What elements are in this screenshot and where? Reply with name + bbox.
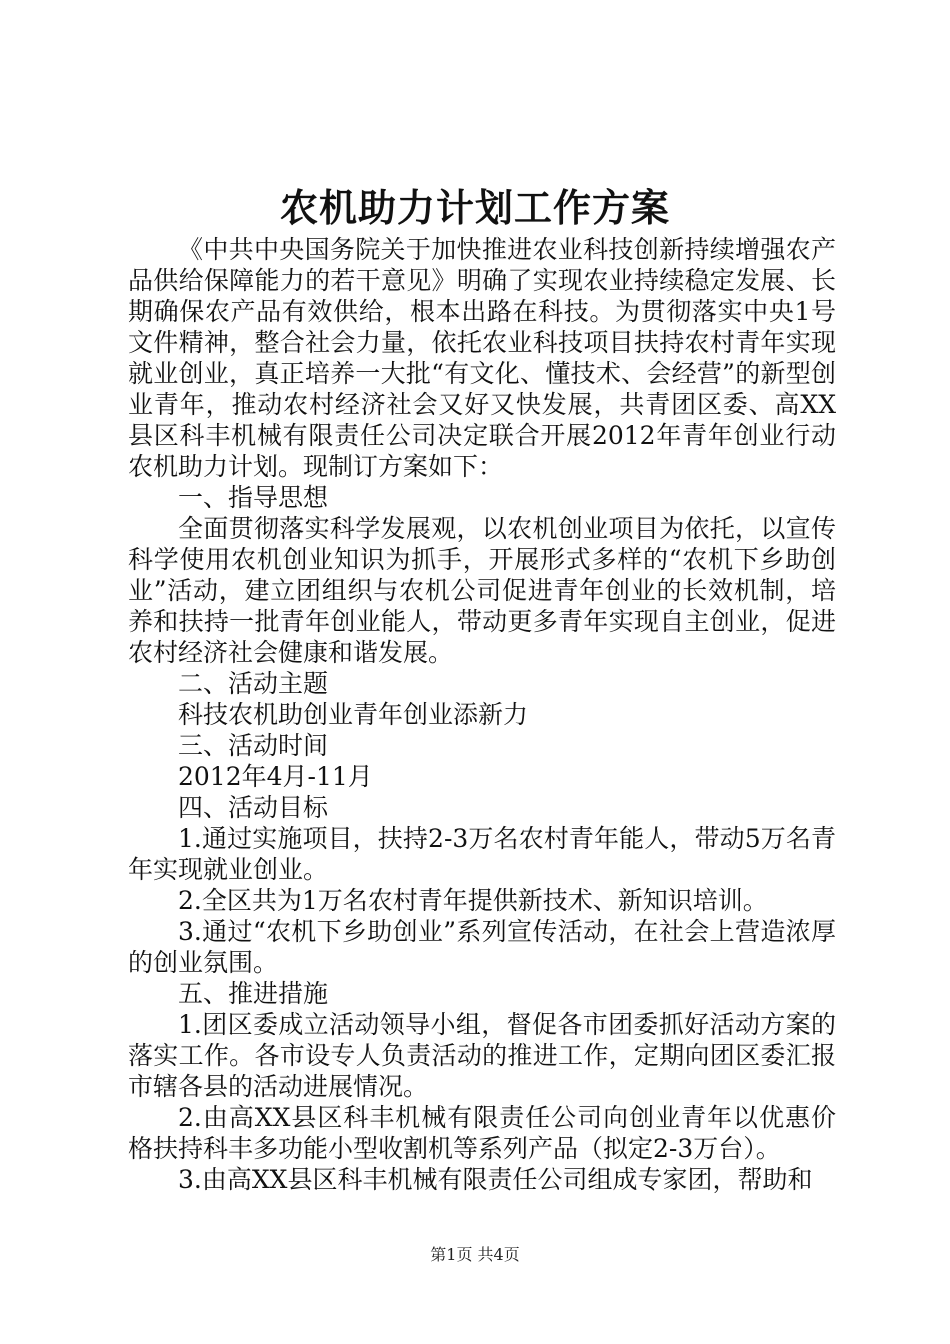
activity-theme-paragraph: 科技农机助创业青年创业添新力 <box>178 700 529 729</box>
goal-item-2: 2.全区共为1万名农村青年提供新技术、新知识培训。 <box>178 886 768 915</box>
section-heading-activity-time: 三、活动时间 <box>178 731 329 760</box>
section-heading-measures: 五、推进措施 <box>178 979 329 1008</box>
measure-item-2: 2.由高XX县区科丰机械有限责任公司向创业青年以优惠价格扶持科丰多功能小型收割机等系列产品（拟定2-3万台）。 <box>128 1103 836 1163</box>
section-heading-guiding-ideology: 一、指导思想 <box>178 483 329 512</box>
intro-paragraph: 《中共中央国务院关于加快推进农业科技创新持续增强农产品供给保障能力的若干意见》明确了实现农业持续稳定发展、长期确保农产品有效供给，根本出路在科技。为贯彻落实中央1号文件精神，整合社会力量，依托农业科技项目扶持农村青年实现就业创业，真正培养一大批“有文化、懂技术、会经营”的新型创业青年，推动农村经济社会又好又快发展，共青团区委、高XX县区科丰机械有限责任公司决定联合开展2012年青年创业行动农机助力计划。现制订方案如下： <box>128 235 836 481</box>
guiding-ideology-paragraph: 全面贯彻落实科学发展观，以农机创业项目为依托，以宣传科学使用农机创业知识为抓手，开展形式多样的“农机下乡助创业”活动，建立团组织与农机公司促进青年创业的长效机制，培养和扶持一批青年创业能人，带动更多青年实现自主创业，促进农村经济社会健康和谐发展。 <box>128 514 836 667</box>
measure-item-3: 3.由高XX县区科丰机械有限责任公司组成专家团，帮助和 <box>178 1165 813 1194</box>
goal-item-1: 1.通过实施项目，扶持2-3万名农村青年能人，带动5万名青年实现就业创业。 <box>128 824 836 884</box>
goal-item-3: 3.通过“农机下乡助创业”系列宣传活动，在社会上营造浓厚的创业氛围。 <box>128 917 836 977</box>
section-heading-activity-theme: 二、活动主题 <box>178 669 329 698</box>
activity-time-paragraph: 2012年4月-11月 <box>178 762 373 791</box>
document-body <box>128 234 836 1195</box>
measure-item-1: 1.团区委成立活动领导小组，督促各市团委抓好活动方案的落实工作。各市设专人负责活动的推进工作，定期向团区委汇报市辖各县的活动进展情况。 <box>128 1010 836 1101</box>
page-footer: 第1页 共4页 <box>430 1245 520 1264</box>
section-heading-activity-goals: 四、活动目标 <box>178 793 329 822</box>
document-title: 农机助力计划工作方案 <box>279 185 670 230</box>
